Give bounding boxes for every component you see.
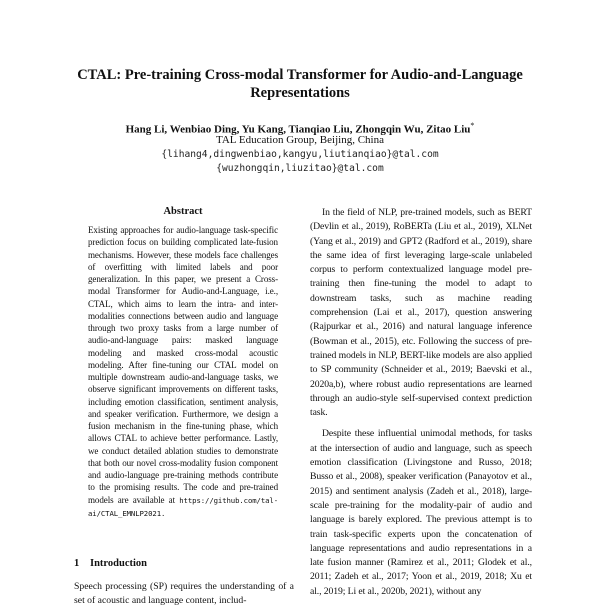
email-line-1: {lihang4,dingwenbiao,kangyu,liutianqiao}@tal.com [161, 149, 439, 160]
author-names: Hang Li, Wenbiao Ding, Yu Kang, Tianqiao Liu, Zhongqin Wu, Zitao Liu [125, 123, 471, 136]
abstract-body [88, 224, 278, 520]
section-heading-introduction [74, 558, 294, 569]
intro-paragraph-2: Despite these influential unimodal methods, for tasks at the intersection of audio and language, such as speech emotion classification (Livingstone and Russo, 2018; Busso et al., 2008), speaker verification (Panayotov et al., 2015) and sentiment analysis (Zadeh et al., 2018), large-scale pre-training for the modality-pair of audio and language is barely explored. The previous attempt is to train task-specific experts upon the concatenation of language representations and audio representations in a late fusion manner (Ramirez et al., 2011; Glodek et al., 2011; Zadeh et al., 2017; Yoon et al., 2019, 2018; Xu et al., 2019; Li et al., 2020b, 2021), without any [310, 428, 532, 597]
section-title: Introduction [90, 558, 147, 569]
abstract-heading: Abstract [163, 206, 203, 217]
abstract-text: Existing approaches for audio-language task-specific prediction focus on building complicated late-fusion mechanisms. However, these models face challenges of overfitting with limited labels and poor generalization. In this paper, we present a Cross-modal Transformer for Audio-and-Language, i.e., CTAL, which aims to learn the intra- and inter- modalities connections between audio and language through two proxy tasks from a large number of audio-and-language pairs: masked language modeling and masked cross-modal acoustic modeling. After fine-tuning our CTAL model on multiple downstream audio-and-language tasks, we observe significant improvements on different tasks, including emotion classification, sentiment analysis, and speaker verification. Furthermore, we design a fusion mechanism in the fine-tuning phase, which allows CTAL to achieve better performance. Lastly, we conduct detailed ablation studies to demonstrate that both our novel cross-modality fusion component and audio-language pre-training methods contribute to the promising results. The code and pre-trained models are available at [88, 225, 278, 505]
intro-paragraph-1: In the field of NLP, pre-trained models, such as BERT (Devlin et al., 2019), RoBERTa (Liu et al., 2019), XLNet (Yang et al., 2019) and GPT2 (Radford et al., 2019), share the same idea of first leveraging large-scale unlabeled corpus to perform contextualized language model pre-training then fine-tuning the model to adapt to downstream tasks, such as machine reading comprehension (Lai et al., 2017), question answering (Rajpurkar et al., 2016) and natural language inference (Bowman et al., 2015), etc. Following the success of pre-trained models in NLP, BERT-like models are also applied to SP community (Schneider et al., 2019; Baevski et al., 2020a,b), where robust audio representations are learned through an audio-style self-supervised context prediction task. [310, 207, 532, 419]
code-url-link[interactable]: https://github.com/tal-ai/CTAL_EMNLP2021. [88, 495, 279, 518]
affiliation: TAL Education Group, Beijing, China [216, 134, 384, 146]
email-line-2: {wuzhongqin,liuzitao}@tal.com [216, 163, 384, 174]
section-number: 1 [74, 558, 80, 569]
paper-title: CTAL: Pre-training Cross-modal Transformer for Audio-and-Language Representations [77, 67, 523, 101]
corresponding-author-mark: * [470, 121, 475, 130]
right-column [310, 206, 532, 599]
introduction-left-text: Speech processing (SP) requires the understanding of a set of acoustic and language content, includ- [74, 581, 294, 606]
